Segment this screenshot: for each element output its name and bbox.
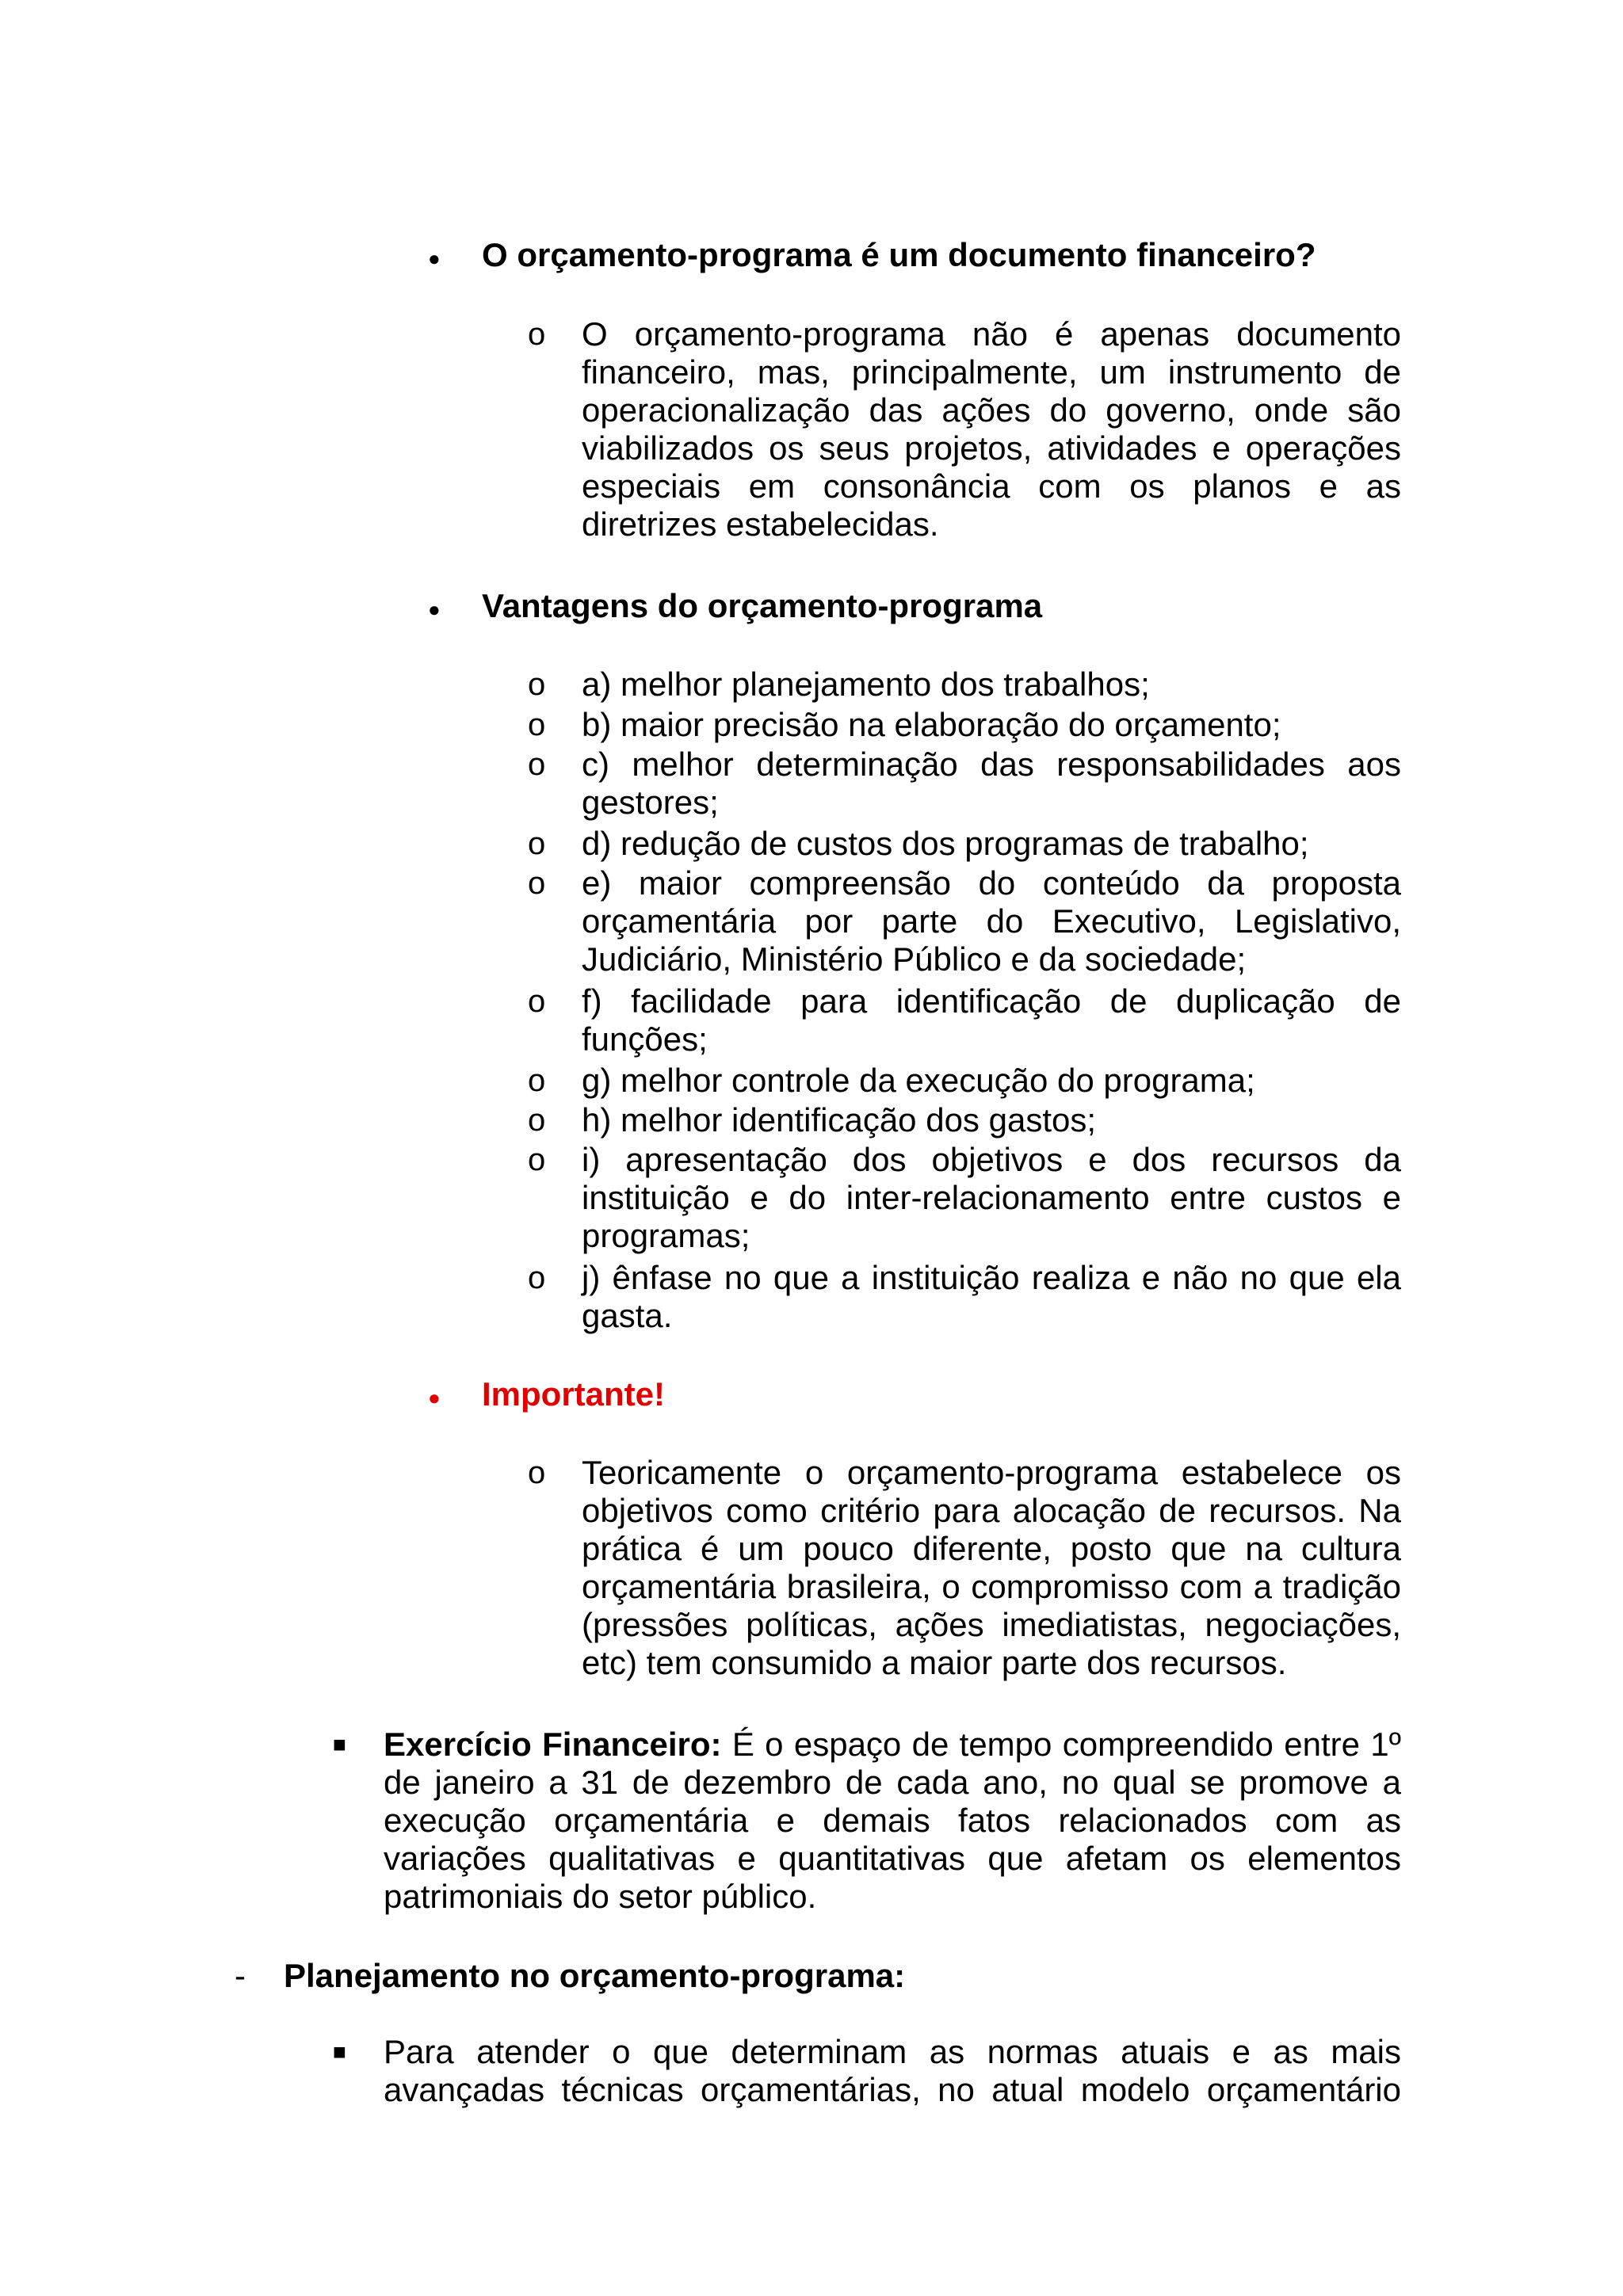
vantagens-item: h) melhor identificação dos gastos; bbox=[582, 1101, 1097, 1138]
bullet-circle: o bbox=[528, 1455, 546, 1490]
bullet-circle: o bbox=[528, 317, 546, 352]
bullet-dash: - bbox=[235, 1957, 246, 1994]
vantagens-item: f) facilidade para identificação de duplicação de funções; bbox=[582, 982, 1401, 1058]
bullet-square: ■ bbox=[333, 1732, 346, 1756]
vantagens-item: d) redução de custos dos programas de trabalho; bbox=[582, 825, 1309, 862]
bullet-circle: o bbox=[528, 826, 546, 861]
vantagens-item: c) melhor determinação das responsabilidades aos gestores; bbox=[582, 746, 1401, 821]
bullet-dot-red: ● bbox=[428, 1386, 441, 1409]
importante-heading: Importante! bbox=[482, 1375, 665, 1413]
vantagens-item: j) ênfase no que a instituição realiza e não no que ela gasta. bbox=[582, 1259, 1401, 1334]
planejamento-heading: Planejamento no orçamento-programa: bbox=[284, 1957, 906, 1994]
bullet-circle: o bbox=[528, 1103, 546, 1138]
vantagens-item: e) maior compreensão do conteúdo da proposta orçamentária por parte do Executivo, Legislativo, Judiciário, Ministério Público e da sociedade; bbox=[582, 864, 1401, 978]
bullet-circle: o bbox=[528, 866, 546, 901]
bullet-circle: o bbox=[528, 747, 546, 782]
bullet-circle: o bbox=[528, 984, 546, 1019]
bullet-circle: o bbox=[528, 1142, 546, 1177]
exercicio-paragraph bbox=[384, 1726, 1401, 1916]
bullet-circle: o bbox=[528, 1063, 546, 1098]
exercicio-term: Exercício Financeiro: bbox=[384, 1726, 722, 1763]
bullet-circle: o bbox=[528, 1261, 546, 1295]
bullet-square: ■ bbox=[333, 2039, 346, 2064]
bullet-circle: o bbox=[528, 707, 546, 742]
bullet-circle: o bbox=[528, 667, 546, 702]
vantagens-heading: Vantagens do orçamento-programa bbox=[482, 587, 1043, 624]
vantagens-item: g) melhor controle da execução do programa; bbox=[582, 1062, 1255, 1099]
importante-text: Teoricamente o orçamento-programa estabelece os objetivos como critério para alocação de recursos. Na prática é um pouco diferente, posto que na cultura orçamentária brasileira, o compromisso com a tradição (pressões políticas, ações imediatistas, negociações, etc) tem consumido a maior parte dos recursos. bbox=[582, 1454, 1401, 1681]
q1-heading: O orçamento-programa é um documento financeiro? bbox=[482, 236, 1316, 273]
vantagens-item: a) melhor planejamento dos trabalhos; bbox=[582, 666, 1150, 703]
exercicio-text: É o espaço de tempo compreendido entre 1º de janeiro a 31 de dezembro de cada ano, no qual se promove a execução orçamentária e demais fatos relacionados com as variações qualitativas e quantitativas que afetam os elementos patrimoniais do setor público. bbox=[384, 1726, 1401, 1915]
vantagens-item: i) apresentação dos objetivos e dos recursos da instituição e do inter-relacionamento entre custos e programas; bbox=[582, 1141, 1401, 1254]
q1-answer: O orçamento-programa não é apenas documento financeiro, mas, principalmente, um instrumento de operacionalização das ações do governo, onde são viabilizados os seus projetos, atividades e operações especiais em consonância com os planos e as diretrizes estabelecidas. bbox=[582, 315, 1401, 543]
bullet-dot: ● bbox=[428, 246, 441, 270]
vantagens-item: b) maior precisão na elaboração do orçamento; bbox=[582, 706, 1281, 743]
bullet-dot: ● bbox=[428, 597, 441, 621]
planejamento-text: Para atender o que determinam as normas atuais e as mais avançadas técnicas orçamentárias, no atual modelo orçamentário bbox=[384, 2033, 1401, 2108]
